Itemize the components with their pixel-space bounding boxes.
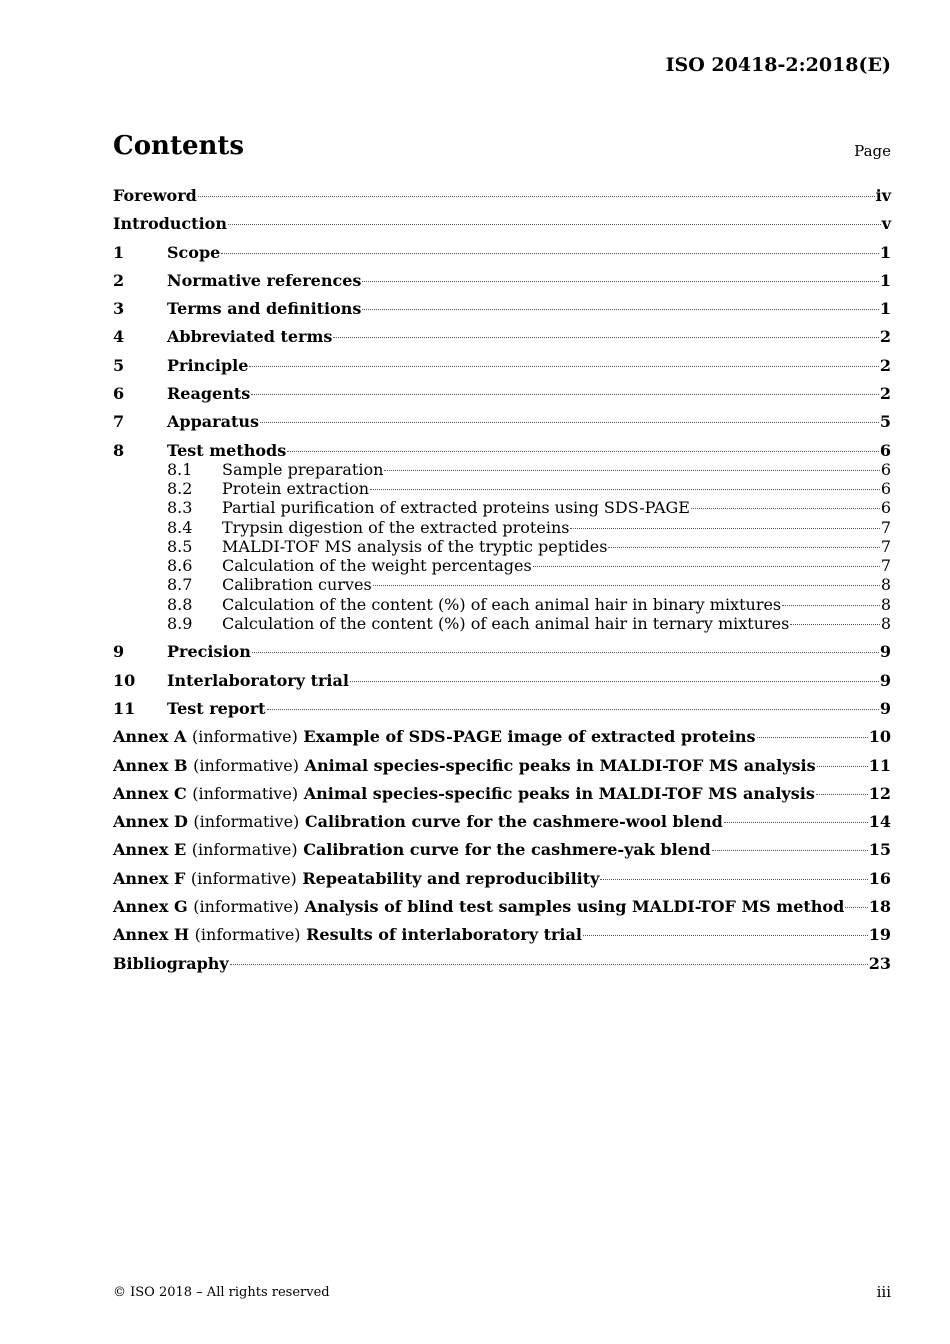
toc-entry-bibliography[interactable]: Bibliography 23: [113, 953, 891, 973]
toc-entry-section-8-2[interactable]: 8.2 Protein extraction 6: [167, 478, 891, 498]
annex-label: Annex H: [113, 925, 190, 945]
toc-page-number: 2: [879, 355, 891, 375]
toc-entry-section-8-7[interactable]: 8.7 Calibration curves 8: [167, 575, 891, 595]
toc-section-number: 4: [113, 327, 125, 347]
toc-page-number: 10: [868, 727, 891, 747]
annex-title: Example of SDS-PAGE image of extracted proteins: [303, 727, 756, 747]
toc-section-number: 7: [113, 412, 125, 432]
dot-leader: [198, 196, 875, 197]
annex-title: Calibration curve for the cashmere-wool blend: [304, 812, 723, 832]
annex-title: Animal species-specific peaks in MALDI-TOF MS analysis: [304, 755, 816, 775]
table-of-contents: [113, 185, 891, 981]
toc-page-number: 14: [868, 812, 891, 832]
annex-label: Annex A: [113, 727, 187, 747]
annex-label: Annex D: [113, 812, 188, 832]
toc-entry-annex-h[interactable]: [113, 924, 891, 952]
dot-leader: [228, 224, 881, 225]
toc-entry-section-8-3[interactable]: 8.3 Partial purification of extracted proteins using SDS-PAGE 6: [167, 498, 891, 518]
toc-section-number: 8.7: [167, 575, 193, 595]
toc-entry-section-7[interactable]: 7 Apparatus 5: [113, 412, 891, 432]
toc-entry-foreword[interactable]: Foreword iv: [113, 186, 891, 205]
dot-leader: [533, 566, 880, 567]
toc-entry-section-4[interactable]: 4 Abbreviated terms 2: [113, 327, 891, 347]
annex-title: Animal species-specific peaks in MALDI-TOF MS analysis: [303, 783, 815, 803]
toc-page-number: 6: [880, 459, 891, 479]
dot-leader: [260, 422, 879, 423]
toc-entry-annex-f[interactable]: [113, 868, 891, 896]
toc-section-number: 8.4: [167, 517, 193, 537]
toc-entry-section-5[interactable]: 5 Principle 2: [113, 355, 891, 375]
toc-section-number: 1: [113, 242, 125, 262]
toc-entry-section-1[interactable]: 1 Scope 1: [113, 242, 891, 262]
contents-heading: Contents: [113, 131, 245, 161]
toc-entry-section-10[interactable]: 10 Interlaboratory trial 9: [113, 670, 891, 690]
toc-section-number: 8.5: [167, 536, 193, 556]
toc-page-number: 7: [880, 536, 891, 556]
toc-page-number: 1: [879, 242, 891, 262]
toc-section-number: 6: [113, 384, 125, 404]
toc-page-number: 7: [880, 556, 891, 576]
toc-page-number: 16: [868, 868, 891, 888]
toc-page-number: 7: [880, 517, 891, 537]
toc-entry-section-2[interactable]: 2 Normative references 1: [113, 270, 891, 290]
dot-leader: [757, 737, 868, 738]
dot-leader: [724, 822, 868, 823]
dot-leader: [845, 907, 867, 908]
toc-page-number: 6: [879, 440, 891, 460]
toc-entry-section-8[interactable]: 8 Test methods 6: [113, 440, 891, 460]
toc-page-number: 6: [880, 478, 891, 498]
toc-section-number: 2: [113, 270, 125, 290]
toc-page-number: 8: [880, 594, 891, 614]
annex-label: Annex C: [113, 783, 187, 803]
toc-page-number: 9: [879, 670, 891, 690]
toc-page-number: 6: [880, 498, 891, 518]
toc-section-number: 9: [113, 642, 125, 662]
toc-entry-section-8-5[interactable]: 8.5 MALDI-TOF MS analysis of the tryptic peptides 7: [167, 536, 891, 556]
toc-entry-annex-d[interactable]: [113, 811, 891, 839]
dot-leader: [370, 489, 880, 490]
toc-page-number: 8: [880, 614, 891, 634]
toc-section-number: 8.8: [167, 594, 193, 614]
toc-page-number: v: [881, 214, 891, 234]
dot-leader: [221, 253, 879, 254]
toc-page-number: 5: [879, 412, 891, 432]
toc-page-number: 2: [879, 327, 891, 347]
footer-page-number: iii: [876, 1283, 891, 1301]
dot-leader: [373, 585, 880, 586]
document-identifier: ISO 20418-2:2018(E): [665, 54, 891, 76]
dot-leader: [350, 681, 879, 682]
dot-leader: [252, 652, 879, 653]
copyright-notice: © ISO 2018 – All rights reserved: [113, 1285, 330, 1300]
toc-section-number: 8.3: [167, 498, 193, 518]
dot-leader: [362, 309, 878, 310]
toc-page-number: 12: [868, 783, 891, 803]
toc-page-number: 18: [868, 897, 891, 917]
toc-page-number: 9: [879, 698, 891, 718]
toc-entry-section-8-8[interactable]: 8.8 Calculation of the content (%) of each animal hair in binary mixtures 8: [167, 594, 891, 614]
toc-entry-section-8-9[interactable]: 8.9 Calculation of the content (%) of each animal hair in ternary mixtures 8: [167, 614, 891, 634]
toc-page-number: 15: [868, 840, 891, 860]
dot-leader: [333, 337, 878, 338]
dot-leader: [230, 964, 868, 965]
toc-entry-annex-e[interactable]: [113, 839, 891, 867]
annex-title: Calibration curve for the cashmere-yak blend: [303, 840, 711, 860]
toc-entry-section-8-1[interactable]: 8.1 Sample preparation 6: [167, 459, 891, 479]
toc-entry-introduction[interactable]: Introduction v: [113, 214, 891, 234]
toc-section-number: 8.6: [167, 556, 193, 576]
annex-label: Annex G: [113, 897, 188, 917]
toc-section-number: 8.1: [167, 459, 193, 479]
dot-leader: [251, 394, 879, 395]
dot-leader: [570, 528, 879, 529]
annex-type: (informative): [192, 783, 299, 803]
annex-type: (informative): [193, 812, 300, 832]
toc-page-number: iv: [875, 186, 891, 205]
dot-leader: [267, 709, 879, 710]
toc-entry-section-6[interactable]: 6 Reagents 2: [113, 384, 891, 404]
toc-section-number: 11: [113, 698, 136, 718]
toc-page-number: 9: [879, 642, 891, 662]
dot-leader: [790, 624, 879, 625]
toc-entry-annex-g[interactable]: [113, 896, 891, 924]
annex-label: Annex B: [113, 755, 188, 775]
annex-title: Results of interlaboratory trial: [306, 925, 582, 945]
toc-page-number: 8: [880, 575, 891, 595]
toc-entry-annex-c[interactable]: [113, 783, 891, 811]
dot-leader: [608, 547, 879, 548]
page-column-label: Page: [854, 142, 891, 160]
dot-leader: [249, 366, 878, 367]
toc-entry-section-8-6[interactable]: 8.6 Calculation of the weight percentages 7: [167, 556, 891, 576]
dot-leader: [712, 850, 868, 851]
annex-type: (informative): [194, 925, 301, 945]
dot-leader: [600, 879, 867, 880]
toc-entry-section-9[interactable]: 9 Precision 9: [113, 642, 891, 662]
dot-leader: [287, 451, 879, 452]
annex-title: Repeatability and reproducibility: [302, 868, 600, 888]
toc-page-number: 19: [868, 925, 891, 945]
annex-type: (informative): [190, 868, 297, 888]
dot-leader: [362, 281, 878, 282]
dot-leader: [816, 794, 868, 795]
annex-title: Analysis of blind test samples using MALDI-TOF MS method: [304, 897, 845, 917]
toc-entry-section-3[interactable]: 3 Terms and definitions 1: [113, 299, 891, 319]
toc-page-number: 1: [879, 299, 891, 319]
toc-section-number: 8.9: [167, 614, 193, 634]
toc-entry-section-8-4[interactable]: 8.4 Trypsin digestion of the extracted proteins 7: [167, 517, 891, 537]
dot-leader: [782, 605, 880, 606]
dot-leader: [384, 470, 879, 471]
toc-entry-annex-a[interactable]: [113, 726, 891, 754]
annex-label: Annex F: [113, 868, 186, 888]
annex-type: (informative): [193, 755, 299, 775]
annex-label: Annex E: [113, 840, 187, 860]
annex-type: (informative): [191, 840, 298, 860]
toc-section-number: 8: [113, 440, 125, 460]
dot-leader: [583, 935, 868, 936]
toc-entry-section-11[interactable]: 11 Test report 9: [113, 698, 891, 718]
toc-page-number: 23: [868, 953, 891, 973]
toc-page-number: 1: [879, 270, 891, 290]
toc-section-number: 5: [113, 355, 125, 375]
toc-page-number: 2: [879, 384, 891, 404]
dot-leader: [817, 766, 868, 767]
toc-section-number: 10: [113, 670, 136, 690]
annex-type: (informative): [193, 897, 300, 917]
toc-entry-annex-b[interactable]: [113, 755, 891, 783]
dot-leader: [691, 508, 880, 509]
annex-type: (informative): [191, 727, 298, 747]
toc-section-number: 8.2: [167, 478, 193, 498]
toc-page-number: 11: [868, 755, 891, 775]
toc-section-number: 3: [113, 299, 125, 319]
